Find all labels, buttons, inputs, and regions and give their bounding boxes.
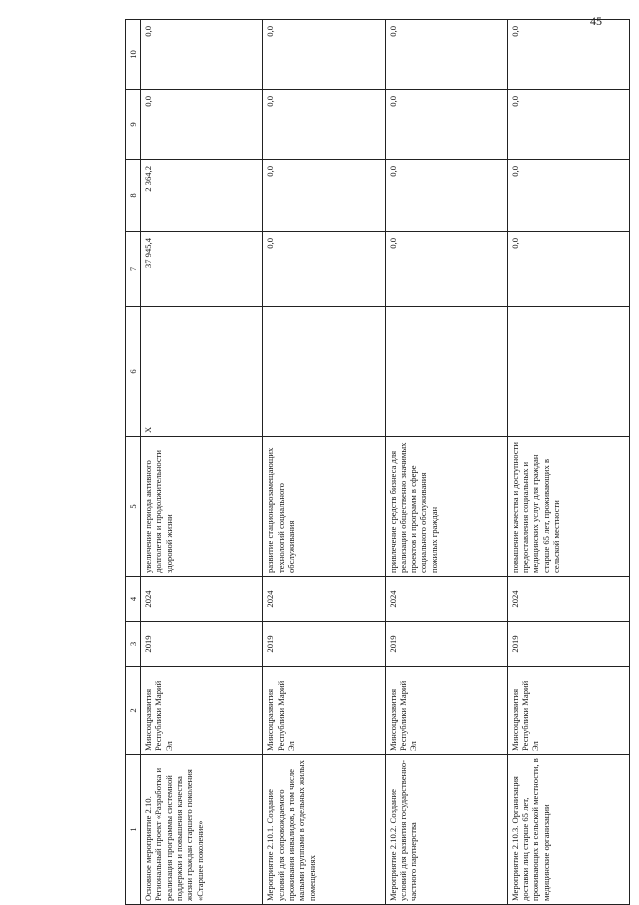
value-cell: 0,0 (385, 232, 507, 307)
value-cell: 0,0 (141, 20, 263, 90)
code-cell: Х (141, 307, 263, 437)
executor-cell: Минсоцразвития Республики Марий Эл (385, 667, 507, 755)
executor-cell: Минсоцразвития Республики Марий Эл (263, 667, 385, 755)
value-cell: 0,0 (263, 20, 385, 90)
column-number: 8 (126, 160, 141, 232)
start-year-cell: 2019 (141, 622, 263, 667)
start-year-cell: 2019 (263, 622, 385, 667)
measure-cell: Мероприятие 2.10.3. Организация доставки лиц старше 65 лет, проживающих в сельской местности, в медицинские организации (507, 755, 629, 905)
value-cell: 0,0 (385, 20, 507, 90)
end-year-cell: 2024 (385, 577, 507, 622)
column-number: 6 (126, 307, 141, 437)
measure-cell: Основное мероприятие 2.10. Региональный проект «Разработка и реализация программы системной поддержки и повышения качества жизни граждан старшего поколения «Старшее поколение» (141, 755, 263, 905)
page-number: 45 (590, 14, 602, 28)
value-cell: 0,0 (507, 232, 629, 307)
result-cell: привлечение средств бизнеса для реализации общественно значимых проектов и программ в сфере социального обслуживания пожилых граждан (385, 437, 507, 577)
value-cell: 37 945,4 (141, 232, 263, 307)
table-row (385, 20, 507, 905)
column-number: 5 (126, 437, 141, 577)
result-cell: увеличение периода активного долголетия и продолжительности здоровой жизни (141, 437, 263, 577)
table-row (507, 20, 629, 905)
executor-cell: Минсоцразвития Республики Марий Эл (141, 667, 263, 755)
value-cell: 0,0 (141, 90, 263, 160)
table-row (263, 20, 385, 905)
column-number: 4 (126, 577, 141, 622)
column-number: 7 (126, 232, 141, 307)
table-row (141, 20, 263, 905)
value-cell: 0,0 (263, 232, 385, 307)
end-year-cell: 2024 (141, 577, 263, 622)
value-cell: 2 364,2 (141, 160, 263, 232)
result-cell: развитие стационарозамещающих технологий социального обслуживания (263, 437, 385, 577)
measure-cell: Мероприятие 2.10.2. Создание условий для развития государственно-частного партнерства (385, 755, 507, 905)
result-cell: повышение качества и доступности предоставления социальных и медицинских услуг для граждан старше 65 лет, проживающих в сельской местности (507, 437, 629, 577)
start-year-cell: 2019 (507, 622, 629, 667)
code-cell (263, 307, 385, 437)
code-cell (507, 307, 629, 437)
executor-cell: Минсоцразвития Республики Марий Эл (507, 667, 629, 755)
column-number: 9 (126, 90, 141, 160)
end-year-cell: 2024 (263, 577, 385, 622)
column-number: 10 (126, 20, 141, 90)
column-number: 1 (126, 755, 141, 905)
measure-cell: Мероприятие 2.10.1. Создание условий для сопровождаемого проживания инвалидов, в том числе малыми группами в отдельных жилых помещениях (263, 755, 385, 905)
header-row (126, 20, 141, 905)
program-measures-table (125, 19, 630, 905)
start-year-cell: 2019 (385, 622, 507, 667)
value-cell: 0,0 (385, 160, 507, 232)
column-number: 3 (126, 622, 141, 667)
code-cell (385, 307, 507, 437)
value-cell: 0,0 (507, 90, 629, 160)
end-year-cell: 2024 (507, 577, 629, 622)
rotated-table-container (125, 20, 630, 905)
value-cell: 0,0 (507, 20, 629, 90)
column-number: 2 (126, 667, 141, 755)
value-cell: 0,0 (507, 160, 629, 232)
value-cell: 0,0 (385, 90, 507, 160)
value-cell: 0,0 (263, 160, 385, 232)
value-cell: 0,0 (263, 90, 385, 160)
